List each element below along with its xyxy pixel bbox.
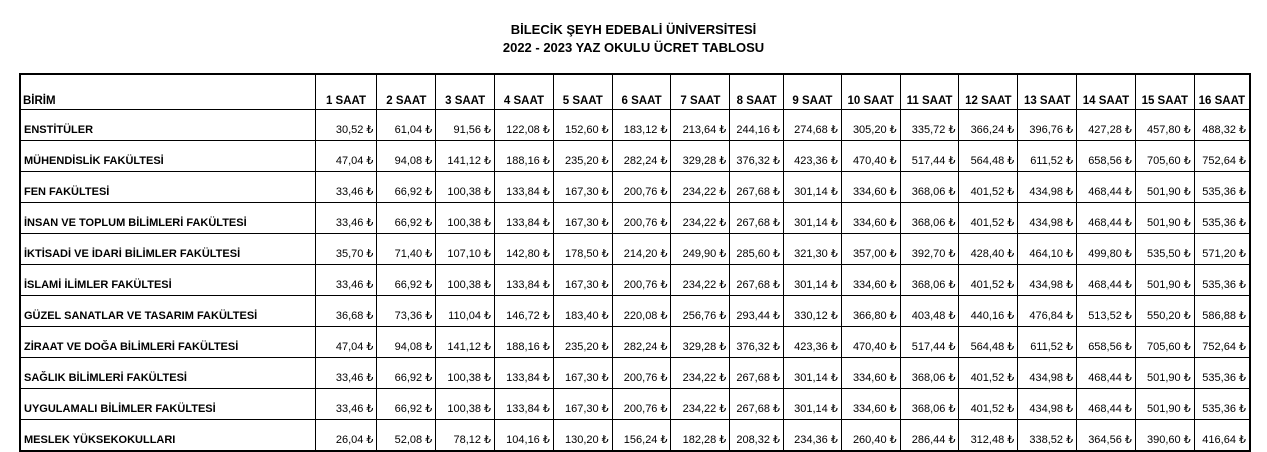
header-hours: 8 SAAT: [730, 74, 784, 110]
fee-cell: 535,36 ₺: [1194, 389, 1250, 420]
fee-cell: 571,20 ₺: [1194, 234, 1250, 265]
fee-cell: 256,76 ₺: [671, 296, 730, 327]
fee-cell: 133,84 ₺: [495, 389, 554, 420]
fee-cell: 152,60 ₺: [553, 110, 612, 141]
fee-cell: 285,60 ₺: [730, 234, 784, 265]
fee-cell: 182,28 ₺: [671, 420, 730, 452]
table-row: [20, 141, 1250, 172]
fee-cell: 47,04 ₺: [315, 327, 377, 358]
fee-table: [19, 73, 1251, 452]
fee-cell: 517,44 ₺: [900, 141, 959, 172]
fee-cell: 66,92 ₺: [377, 389, 436, 420]
fee-cell: 476,84 ₺: [1018, 296, 1077, 327]
fee-cell: 501,90 ₺: [1135, 389, 1194, 420]
fee-cell: 401,52 ₺: [959, 203, 1018, 234]
header-unit: BİRİM: [20, 74, 315, 110]
fee-cell: 428,40 ₺: [959, 234, 1018, 265]
fee-cell: 301,14 ₺: [784, 172, 842, 203]
table-row: [20, 203, 1250, 234]
fee-cell: 133,84 ₺: [495, 358, 554, 389]
fee-cell: 234,36 ₺: [784, 420, 842, 452]
fee-cell: 501,90 ₺: [1135, 358, 1194, 389]
fee-cell: 457,80 ₺: [1135, 110, 1194, 141]
header-hours: 9 SAAT: [784, 74, 842, 110]
fee-cell: 267,68 ₺: [730, 389, 784, 420]
unit-name: MÜHENDİSLİK FAKÜLTESİ: [20, 141, 315, 172]
fee-cell: 658,56 ₺: [1077, 327, 1136, 358]
header-hours: 6 SAAT: [612, 74, 671, 110]
fee-cell: 330,12 ₺: [784, 296, 842, 327]
fee-cell: 470,40 ₺: [841, 327, 900, 358]
fee-cell: 434,98 ₺: [1018, 265, 1077, 296]
fee-cell: 100,38 ₺: [436, 358, 495, 389]
unit-name: FEN FAKÜLTESİ: [20, 172, 315, 203]
header-hours: 13 SAAT: [1018, 74, 1077, 110]
fee-cell: 334,60 ₺: [841, 172, 900, 203]
fee-cell: 35,70 ₺: [315, 234, 377, 265]
header-hours: 14 SAAT: [1077, 74, 1136, 110]
fee-cell: 156,24 ₺: [612, 420, 671, 452]
fee-cell: 427,28 ₺: [1077, 110, 1136, 141]
fee-cell: 235,20 ₺: [553, 327, 612, 358]
fee-cell: 334,60 ₺: [841, 203, 900, 234]
fee-cell: 30,52 ₺: [315, 110, 377, 141]
fee-cell: 564,48 ₺: [959, 141, 1018, 172]
fee-cell: 468,44 ₺: [1077, 203, 1136, 234]
fee-cell: 146,72 ₺: [495, 296, 554, 327]
fee-cell: 705,60 ₺: [1135, 327, 1194, 358]
fee-cell: 329,28 ₺: [671, 327, 730, 358]
fee-cell: 100,38 ₺: [436, 172, 495, 203]
fee-cell: 586,88 ₺: [1194, 296, 1250, 327]
fee-cell: 752,64 ₺: [1194, 141, 1250, 172]
fee-cell: 267,68 ₺: [730, 203, 784, 234]
fee-cell: 468,44 ₺: [1077, 172, 1136, 203]
fee-cell: 305,20 ₺: [841, 110, 900, 141]
fee-cell: 658,56 ₺: [1077, 141, 1136, 172]
fee-cell: 611,52 ₺: [1018, 141, 1077, 172]
fee-cell: 423,36 ₺: [784, 141, 842, 172]
unit-name: ZİRAAT VE DOĞA BİLİMLERİ FAKÜLTESİ: [20, 327, 315, 358]
fee-cell: 61,04 ₺: [377, 110, 436, 141]
fee-cell: 183,40 ₺: [553, 296, 612, 327]
fee-cell: 107,10 ₺: [436, 234, 495, 265]
fee-cell: 501,90 ₺: [1135, 265, 1194, 296]
fee-cell: 357,00 ₺: [841, 234, 900, 265]
fee-cell: 368,06 ₺: [900, 358, 959, 389]
fee-cell: 133,84 ₺: [495, 265, 554, 296]
fee-cell: 334,60 ₺: [841, 265, 900, 296]
fee-cell: 91,56 ₺: [436, 110, 495, 141]
fee-cell: 200,76 ₺: [612, 389, 671, 420]
header-hours: 5 SAAT: [553, 74, 612, 110]
fee-cell: 301,14 ₺: [784, 389, 842, 420]
unit-name: MESLEK YÜKSEKOKULLARI: [20, 420, 315, 452]
fee-cell: 321,30 ₺: [784, 234, 842, 265]
fee-cell: 282,24 ₺: [612, 141, 671, 172]
header-hours: 2 SAAT: [377, 74, 436, 110]
document-subtitle: 2022 - 2023 YAZ OKULU ÜCRET TABLOSU: [502, 40, 765, 55]
fee-cell: 301,14 ₺: [784, 265, 842, 296]
fee-cell: 200,76 ₺: [612, 172, 671, 203]
fee-cell: 440,16 ₺: [959, 296, 1018, 327]
fee-cell: 368,06 ₺: [900, 265, 959, 296]
fee-cell: 130,20 ₺: [553, 420, 612, 452]
fee-cell: 338,52 ₺: [1018, 420, 1077, 452]
fee-cell: 267,68 ₺: [730, 172, 784, 203]
fee-cell: 33,46 ₺: [315, 389, 377, 420]
fee-cell: 71,40 ₺: [377, 234, 436, 265]
fee-cell: 260,40 ₺: [841, 420, 900, 452]
fee-cell: 403,48 ₺: [900, 296, 959, 327]
fee-cell: 213,64 ₺: [671, 110, 730, 141]
fee-cell: 434,98 ₺: [1018, 203, 1077, 234]
fee-cell: 564,48 ₺: [959, 327, 1018, 358]
fee-cell: 401,52 ₺: [959, 265, 1018, 296]
fee-cell: 208,32 ₺: [730, 420, 784, 452]
unit-name: İKTİSADİ VE İDARİ BİLİMLER FAKÜLTESİ: [20, 234, 315, 265]
fee-cell: 335,72 ₺: [900, 110, 959, 141]
fee-cell: 188,16 ₺: [495, 141, 554, 172]
fee-cell: 535,36 ₺: [1194, 358, 1250, 389]
fee-cell: 364,56 ₺: [1077, 420, 1136, 452]
table-row: [20, 172, 1250, 203]
table-row: [20, 234, 1250, 265]
fee-cell: 200,76 ₺: [612, 358, 671, 389]
fee-cell: 468,44 ₺: [1077, 358, 1136, 389]
fee-cell: 141,12 ₺: [436, 327, 495, 358]
fee-cell: 282,24 ₺: [612, 327, 671, 358]
table-header-row: [20, 74, 1250, 110]
header-hours: 3 SAAT: [436, 74, 495, 110]
fee-cell: 235,20 ₺: [553, 141, 612, 172]
fee-cell: 550,20 ₺: [1135, 296, 1194, 327]
fee-cell: 390,60 ₺: [1135, 420, 1194, 452]
header-hours: 1 SAAT: [315, 74, 377, 110]
header-hours: 12 SAAT: [959, 74, 1018, 110]
fee-cell: 249,90 ₺: [671, 234, 730, 265]
fee-cell: 66,92 ₺: [377, 358, 436, 389]
fee-cell: 200,76 ₺: [612, 203, 671, 234]
fee-cell: 47,04 ₺: [315, 141, 377, 172]
fee-cell: 133,84 ₺: [495, 172, 554, 203]
unit-name: GÜZEL SANATLAR VE TASARIM FAKÜLTESİ: [20, 296, 315, 327]
fee-cell: 329,28 ₺: [671, 141, 730, 172]
fee-cell: 141,12 ₺: [436, 141, 495, 172]
fee-cell: 301,14 ₺: [784, 203, 842, 234]
fee-cell: 366,80 ₺: [841, 296, 900, 327]
fee-cell: 167,30 ₺: [553, 172, 612, 203]
header-hours: 7 SAAT: [671, 74, 730, 110]
fee-cell: 488,32 ₺: [1194, 110, 1250, 141]
fee-cell: 334,60 ₺: [841, 358, 900, 389]
fee-cell: 535,36 ₺: [1194, 172, 1250, 203]
fee-cell: 611,52 ₺: [1018, 327, 1077, 358]
fee-cell: 368,06 ₺: [900, 203, 959, 234]
fee-cell: 470,40 ₺: [841, 141, 900, 172]
fee-cell: 392,70 ₺: [900, 234, 959, 265]
fee-cell: 293,44 ₺: [730, 296, 784, 327]
fee-cell: 188,16 ₺: [495, 327, 554, 358]
fee-cell: 100,38 ₺: [436, 265, 495, 296]
fee-cell: 110,04 ₺: [436, 296, 495, 327]
fee-cell: 234,22 ₺: [671, 172, 730, 203]
fee-cell: 274,68 ₺: [784, 110, 842, 141]
fee-cell: 401,52 ₺: [959, 358, 1018, 389]
fee-cell: 220,08 ₺: [612, 296, 671, 327]
fee-cell: 396,76 ₺: [1018, 110, 1077, 141]
fee-cell: 26,04 ₺: [315, 420, 377, 452]
fee-cell: 501,90 ₺: [1135, 172, 1194, 203]
header-hours: 10 SAAT: [841, 74, 900, 110]
fee-cell: 122,08 ₺: [495, 110, 554, 141]
fee-cell: 416,64 ₺: [1194, 420, 1250, 452]
fee-cell: 401,52 ₺: [959, 389, 1018, 420]
fee-cell: 376,32 ₺: [730, 141, 784, 172]
unit-name: SAĞLIK BİLİMLERİ FAKÜLTESİ: [20, 358, 315, 389]
fee-cell: 167,30 ₺: [553, 358, 612, 389]
fee-cell: 499,80 ₺: [1077, 234, 1136, 265]
table-row: [20, 296, 1250, 327]
fee-cell: 267,68 ₺: [730, 265, 784, 296]
fee-cell: 33,46 ₺: [315, 172, 377, 203]
fee-cell: 517,44 ₺: [900, 327, 959, 358]
document-title: BİLECİK ŞEYH EDEBALİ ÜNİVERSİTESİ: [510, 22, 757, 37]
fee-cell: 535,36 ₺: [1194, 265, 1250, 296]
table-row: [20, 110, 1250, 141]
fee-cell: 100,38 ₺: [436, 389, 495, 420]
fee-cell: 468,44 ₺: [1077, 265, 1136, 296]
fee-cell: 752,64 ₺: [1194, 327, 1250, 358]
fee-cell: 78,12 ₺: [436, 420, 495, 452]
header-hours: 11 SAAT: [900, 74, 959, 110]
fee-cell: 183,12 ₺: [612, 110, 671, 141]
fee-cell: 513,52 ₺: [1077, 296, 1136, 327]
fee-cell: 100,38 ₺: [436, 203, 495, 234]
fee-cell: 234,22 ₺: [671, 203, 730, 234]
header-hours: 16 SAAT: [1194, 74, 1250, 110]
header-hours: 15 SAAT: [1135, 74, 1194, 110]
fee-cell: 501,90 ₺: [1135, 203, 1194, 234]
table-row: [20, 327, 1250, 358]
fee-cell: 73,36 ₺: [377, 296, 436, 327]
fee-cell: 286,44 ₺: [900, 420, 959, 452]
fee-cell: 423,36 ₺: [784, 327, 842, 358]
fee-cell: 434,98 ₺: [1018, 172, 1077, 203]
fee-cell: 434,98 ₺: [1018, 358, 1077, 389]
fee-cell: 66,92 ₺: [377, 203, 436, 234]
fee-cell: 167,30 ₺: [553, 203, 612, 234]
fee-cell: 214,20 ₺: [612, 234, 671, 265]
table-row: [20, 420, 1250, 452]
fee-cell: 94,08 ₺: [377, 327, 436, 358]
unit-name: UYGULAMALI BİLİMLER FAKÜLTESİ: [20, 389, 315, 420]
fee-cell: 167,30 ₺: [553, 389, 612, 420]
fee-cell: 234,22 ₺: [671, 265, 730, 296]
unit-name: İSLAMİ İLİMLER FAKÜLTESİ: [20, 265, 315, 296]
fee-cell: 234,22 ₺: [671, 389, 730, 420]
fee-cell: 368,06 ₺: [900, 172, 959, 203]
fee-cell: 33,46 ₺: [315, 265, 377, 296]
fee-cell: 368,06 ₺: [900, 389, 959, 420]
fee-cell: 312,48 ₺: [959, 420, 1018, 452]
fee-cell: 267,68 ₺: [730, 358, 784, 389]
unit-name: İNSAN VE TOPLUM BİLİMLERİ FAKÜLTESİ: [20, 203, 315, 234]
fee-cell: 200,76 ₺: [612, 265, 671, 296]
fee-cell: 33,46 ₺: [315, 358, 377, 389]
table-row: [20, 265, 1250, 296]
fee-cell: 66,92 ₺: [377, 265, 436, 296]
fee-cell: 464,10 ₺: [1018, 234, 1077, 265]
fee-cell: 33,46 ₺: [315, 203, 377, 234]
fee-cell: 94,08 ₺: [377, 141, 436, 172]
fee-cell: 178,50 ₺: [553, 234, 612, 265]
fee-cell: 52,08 ₺: [377, 420, 436, 452]
fee-cell: 366,24 ₺: [959, 110, 1018, 141]
fee-cell: 334,60 ₺: [841, 389, 900, 420]
fee-cell: 376,32 ₺: [730, 327, 784, 358]
fee-cell: 142,80 ₺: [495, 234, 554, 265]
fee-cell: 167,30 ₺: [553, 265, 612, 296]
fee-cell: 244,16 ₺: [730, 110, 784, 141]
table-row: [20, 389, 1250, 420]
fee-cell: 36,68 ₺: [315, 296, 377, 327]
fee-cell: 535,36 ₺: [1194, 203, 1250, 234]
fee-cell: 301,14 ₺: [784, 358, 842, 389]
fee-cell: 468,44 ₺: [1077, 389, 1136, 420]
fee-cell: 401,52 ₺: [959, 172, 1018, 203]
fee-cell: 705,60 ₺: [1135, 141, 1194, 172]
fee-cell: 66,92 ₺: [377, 172, 436, 203]
table-row: [20, 358, 1250, 389]
fee-cell: 234,22 ₺: [671, 358, 730, 389]
fee-cell: 104,16 ₺: [495, 420, 554, 452]
fee-cell: 133,84 ₺: [495, 203, 554, 234]
fee-cell: 434,98 ₺: [1018, 389, 1077, 420]
header-hours: 4 SAAT: [495, 74, 554, 110]
unit-name: ENSTİTÜLER: [20, 110, 315, 141]
fee-cell: 535,50 ₺: [1135, 234, 1194, 265]
